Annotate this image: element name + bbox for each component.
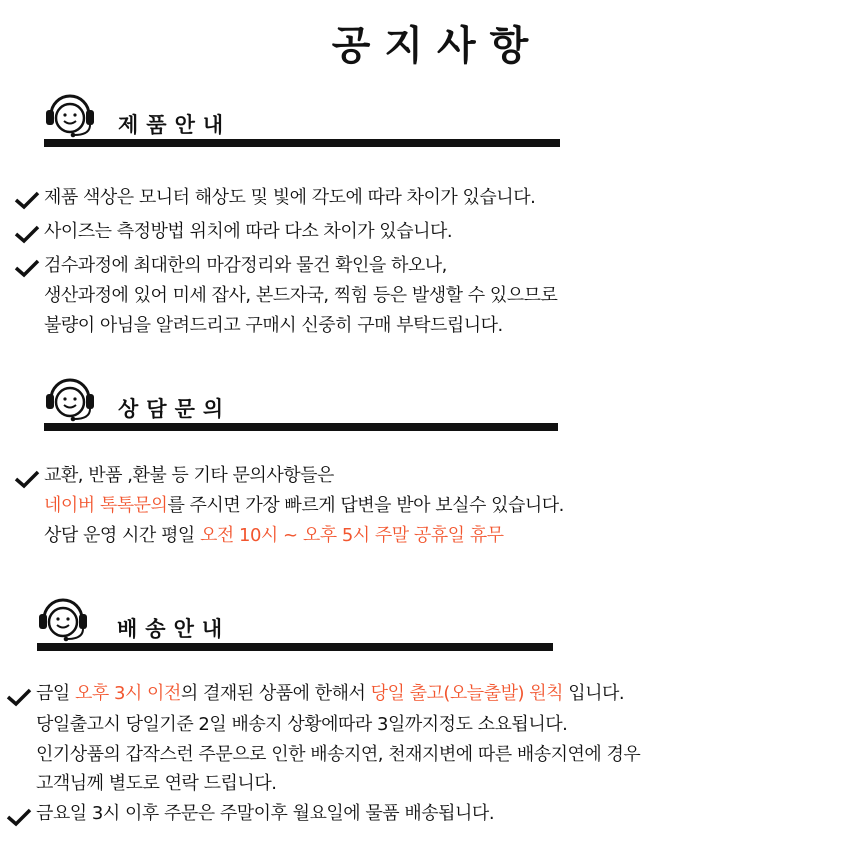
- checkmark-icon: [6, 687, 32, 707]
- list-item: 검수과정에 최대한의 마감정리와 물건 확인을 하오나,: [44, 255, 447, 276]
- list-item-continued: 생산과정에 있어 미세 잡사, 본드자국, 찍힘 등은 발생할 수 있으므로: [44, 285, 558, 306]
- highlight-text: 오전 10시 ~ 오후 5시 주말 공휴일 휴무: [200, 525, 504, 546]
- checkmark-icon: [14, 469, 40, 489]
- customer-service-headset-icon: [37, 597, 89, 645]
- section-header-shipping: [37, 597, 557, 657]
- list-item: 사이즈는 측정방법 위치에 따라 다소 차이가 있습니다.: [44, 221, 453, 242]
- section-divider: [37, 643, 553, 651]
- consult-notice-list: [14, 464, 834, 554]
- section-divider: [44, 139, 560, 147]
- section-header-product: [44, 93, 564, 153]
- list-item-continued: 당일출고시 당일기준 2일 배송지 상황에따라 3일까지정도 소요됩니다.: [36, 714, 568, 735]
- list-item-continued: 불량이 아님을 알려드리고 구매시 신중히 구매 부탁드립니다.: [44, 315, 503, 336]
- customer-service-headset-icon: [44, 377, 96, 425]
- section-divider: [44, 423, 558, 431]
- highlight-text: 당일 출고(오늘출발) 원칙: [370, 683, 563, 704]
- list-item-continued: 인기상품의 갑작스런 주문으로 인한 배송지연, 천재지변에 따른 배송지연에 경우: [36, 744, 641, 765]
- list-item-continued: 네이버 톡톡문의를 주시면 가장 빠르게 답변을 받아 보실수 있습니다.: [44, 495, 564, 516]
- customer-service-headset-icon: [44, 93, 96, 141]
- checkmark-icon: [14, 190, 40, 210]
- section-title-shipping: 배송안내: [117, 617, 231, 641]
- list-item: 교환, 반품 ,환불 등 기타 문의사항들은: [44, 465, 334, 486]
- section-header-consult: [44, 377, 564, 437]
- list-item: 금요일 3시 이후 주문은 주말이후 월요일에 물품 배송됩니다.: [36, 803, 495, 824]
- page-title: 공지사항: [331, 23, 543, 69]
- list-item: 제품 색상은 모니터 해상도 및 빛에 각도에 따라 차이가 있습니다.: [44, 187, 536, 208]
- list-item-continued: 고객님께 별도로 연락 드립니다.: [36, 773, 277, 794]
- list-item-continued: 상담 운영 시간 평일 오전 10시 ~ 오후 5시 주말 공휴일 휴무: [44, 525, 504, 546]
- highlight-text: 네이버 톡톡문의: [44, 495, 168, 516]
- highlight-text: 오후 3시 이전: [75, 683, 181, 704]
- checkmark-icon: [6, 807, 32, 827]
- shipping-notice-list: [6, 682, 846, 832]
- product-notice-list: [14, 186, 834, 346]
- section-title-product: 제품안내: [118, 113, 232, 137]
- list-item: 금일 오후 3시 이전의 결재된 상품에 한해서 당일 출고(오늘출발) 원칙 입니다.: [36, 683, 625, 704]
- checkmark-icon: [14, 258, 40, 278]
- checkmark-icon: [14, 224, 40, 244]
- section-title-consult: 상담문의: [118, 397, 232, 421]
